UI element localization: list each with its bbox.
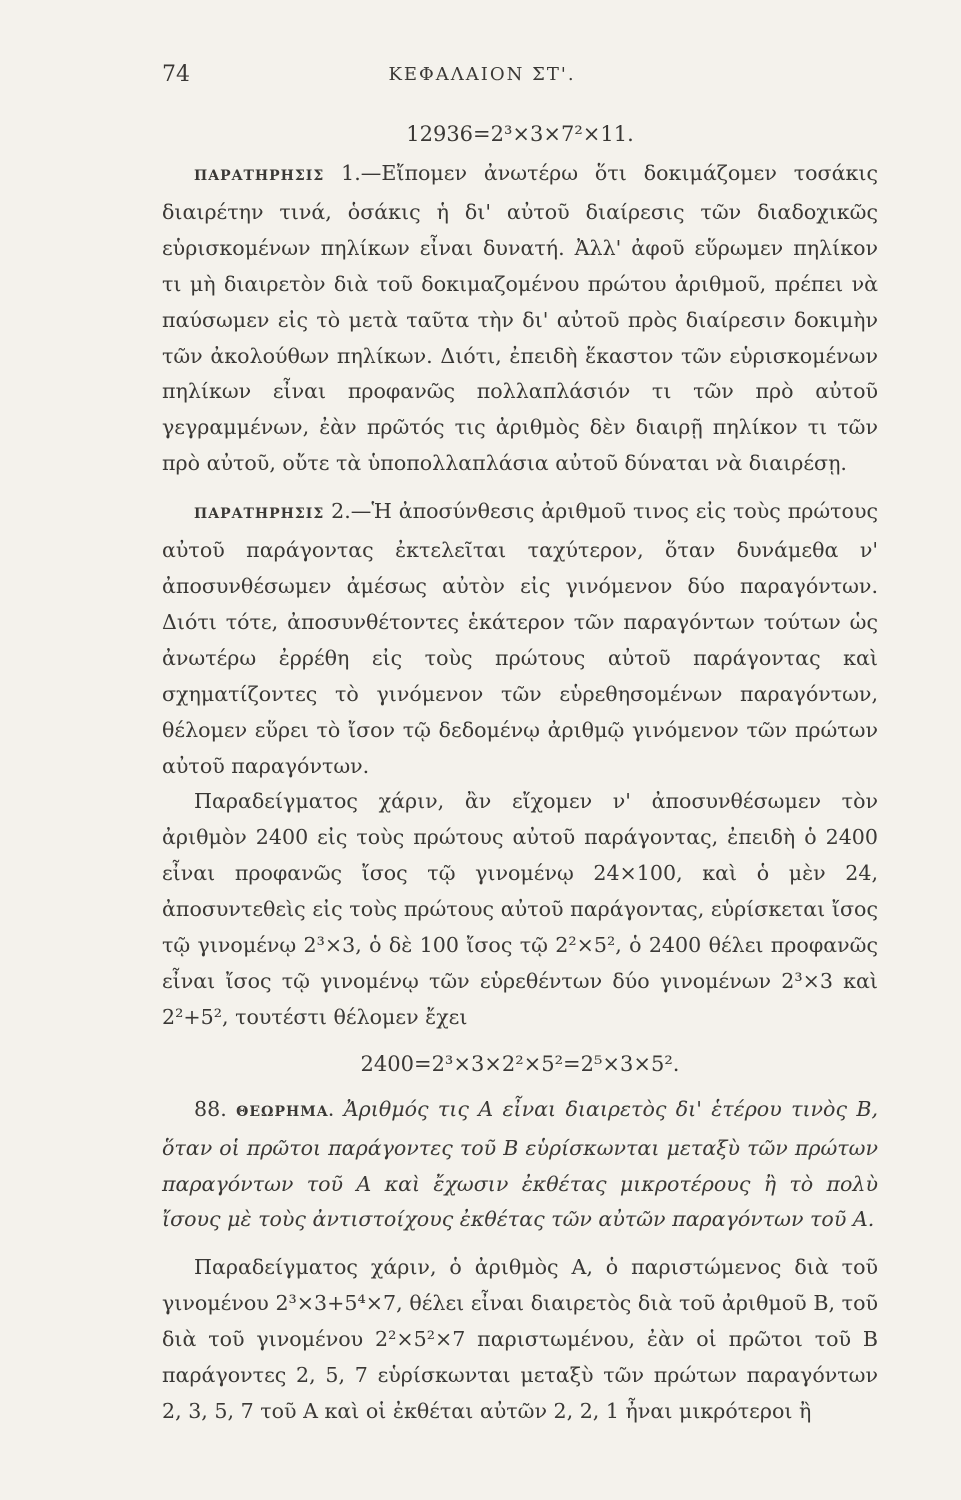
example-paragraph: Παραδείγματος χάριν, ἂν εἴχομεν ν' ἀποσυνθέσωμεν τὸν ἀριθμὸν 2400 εἰς τοὺς πρώτους αὐτοῦ παράγοντας, ἐπειδὴ ὁ 2400 εἶναι προφανῶς ἴσος τῷ γινομένῳ 24×100, καὶ ὁ μὲν 24, ἀποσυντεθεὶς εἰς τοὺς πρώτους αὐτοῦ παράγοντας, εὑρίσκεται ἴσος τῷ γινομένῳ 2³×3, ὁ δὲ 100 ἴσος τῷ 2²×5², ὁ 2400 θέλει προφανῶς εἶναι ἴσος τῷ γινομένῳ τῶν εὑρεθέντων δύο γινομένων 2³×3 καὶ 2²+5², τουτέστι θέλομεν ἔχει: [162, 789, 878, 1029]
page-header: [162, 62, 802, 92]
remark-1-text: 1.—Εἴπομεν ἀνωτέρω ὅτι δοκιμάζομεν τοσάκις διαιρέτην τινά, ὁσάκις ἡ δι' αὐτοῦ διαίρεσις τῶν διαδοχικῶς εὑρισκομένων πηλίκων εἶναι δυνατή. Ἀλλ' ἀφοῦ εὕρωμεν πηλίκον τι μὴ διαιρετὸν διὰ τοῦ δοκιμαζομένου πρώτου ἀριθμοῦ, πρέπει νὰ παύσωμεν εἰς τὸ μετὰ ταῦτα τὴν δι' αὐτοῦ πρὸς διαίρεσιν δοκιμὴν τῶν ἀκολούθων πηλίκων. Διότι, ἐπειδὴ ἕκαστον τῶν εὑρισκομένων πηλίκων εἶναι προφανῶς πολλαπλάσιόν τι τῶν πρὸ αὐτοῦ γεγραμμένων, ἐὰν πρῶτός τις ἀριθμὸς δὲν διαιρῇ πηλίκον τι τῶν πρὸ αὐτοῦ, οὔτε τὰ ὑποπολλαπλάσια αὐτοῦ δύναται νὰ διαιρέσῃ.: [162, 161, 878, 476]
theorem-88: [162, 1092, 878, 1239]
page-number: 74: [162, 62, 190, 87]
remark-2-text: 2.—Ἡ ἀποσύνθεσις ἀριθμοῦ τινος εἰς τοὺς πρώτους αὐτοῦ παράγοντας ἐκτελεῖται ταχύτερον, ὅταν δυνάμεθα ν' ἀποσυνθέσωμεν ἀμέσως αὐτὸν εἰς γινόμενον δύο παραγόντων. Διότι τότε, ἀποσυνθέτοντες ἑκάτερον τῶν παραγόντων τούτων ὡς ἀνωτέρω ἐρρέθη εἰς τοὺς πρώτους αὐτοῦ παράγοντας καὶ σχηματίζοντες τὸ γινόμενον τῶν εὑρεθησομένων παραγόντων, θέλομεν εὕρει τὸ ἴσον τῷ δεδομένῳ ἀριθμῷ γινόμενον τῶν πρώτων αὐτοῦ παραγόντων.: [162, 499, 878, 778]
theorem-number: 88.: [194, 1096, 227, 1121]
remark-label: ΠΑΡΑΤΗΡΗΣΙΣ: [194, 506, 325, 523]
theorem-label: ΘΕΩΡΗΜΑ.: [236, 1103, 335, 1120]
theorem-text: Ἀριθμός τις Α εἶναι διαιρετὸς δι' ἑτέρου τινὸς Β, ὅταν οἱ πρῶτοι παράγοντες τοῦ Β εὑρίσκωνται μεταξὺ τῶν πρώτων παραγόντων τοῦ Α καὶ ἔχωσιν ἐκθέτας μικροτέρους ἢ τὸ πολὺ ἴσους μὲ τοὺς ἀντιστοίχους ἐκθέτας τῶν αὐτῶν παραγόντων τοῦ Α.: [162, 1096, 879, 1232]
equation-factorization: 12936=2³×3×7²×11.: [406, 122, 634, 146]
remark-1: [162, 156, 878, 482]
running-title: ΚΕΦΑΛΑΙΟΝ ΣΤ'.: [388, 64, 576, 85]
remark-label: ΠΑΡΑΤΗΡΗΣΙΣ: [194, 168, 325, 184]
page-body: [162, 112, 878, 1430]
example-paragraph-2: Παραδείγματος χάριν, ὁ ἀριθμὸς Α, ὁ παριστώμενος διὰ τοῦ γινομένου 2³×3+5⁴×7, θέλει εἶναι διαιρετὸς διὰ τοῦ ἀριθμοῦ Β, τοῦ διὰ τοῦ γινομένου 2²×5²×7 παριστωμένου, ἐὰν οἱ πρῶτοι τοῦ Β παράγοντες 2, 5, 7 εὑρίσκωνται μεταξὺ τῶν πρώτων παραγόντων 2, 3, 5, 7 τοῦ Α καὶ οἱ ἐκθέται αὐτῶν 2, 2, 1 ἦναι μικρότεροι ἢ: [162, 1255, 878, 1423]
equation-2400: 2400=2³×3×2²×5²=2⁵×3×5².: [360, 1051, 680, 1076]
remark-2: [162, 494, 878, 784]
